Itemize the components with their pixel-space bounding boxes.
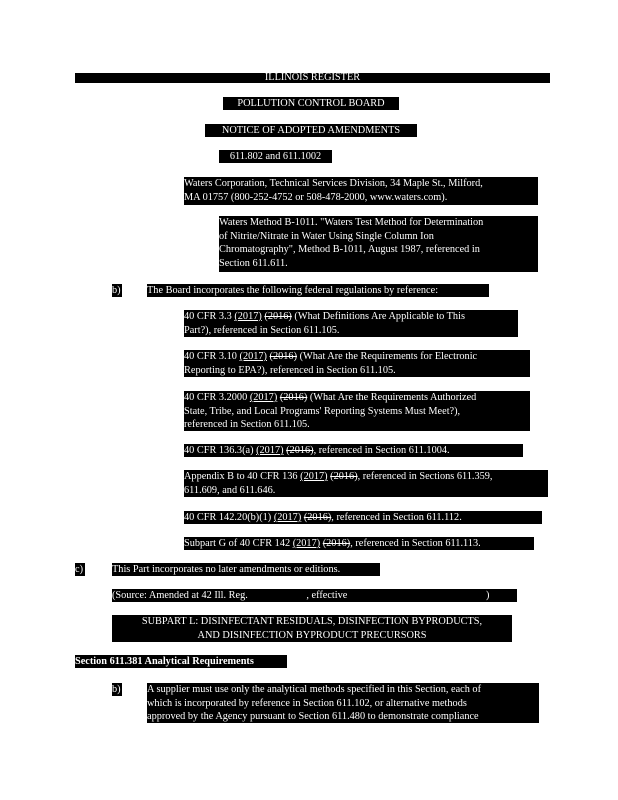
- ref-old-year: (2016): [279, 392, 308, 403]
- ref-new-year: (2017): [234, 311, 262, 322]
- notice-title-text: NOTICE OF ADOPTED AMENDMENTS: [221, 125, 401, 136]
- ref-pre: Appendix B to 40 CFR 136: [184, 471, 301, 482]
- para-b2-line3: approved by the Agency pursuant to Section 611.480 to demonstrate compliance: [147, 711, 479, 723]
- waters-method-line4: Section 611.611.: [219, 257, 288, 269]
- ref-old-year: (2016): [264, 311, 292, 322]
- ref-pre: Subpart G of 40 CFR 142: [184, 538, 293, 549]
- ref-line3: referenced in Section 611.105.: [184, 419, 310, 431]
- para-b-text-content: The Board incorporates the following federal regulations by reference:: [147, 285, 439, 296]
- waters-corp-block: [184, 177, 538, 205]
- ref-40cfr-142-20: [184, 511, 542, 524]
- subpart-line2: AND DISINFECTION BYPRODUCT PRECURSORS: [197, 629, 427, 641]
- para-c-text: [112, 563, 380, 576]
- waters-method-block: [219, 216, 538, 272]
- board-title-text: POLLUTION CONTROL BOARD: [237, 98, 385, 109]
- ref-new-year: (2017): [256, 445, 284, 456]
- ref-40cfr-3-10: [184, 350, 530, 377]
- sections-title-text: 611.802 and 611.1002: [229, 151, 322, 162]
- para-b2-line2: which is incorporated by reference in Section 611.102, or alternative methods: [147, 697, 467, 709]
- ref-post: (What Are the Requirements Authorized: [307, 392, 477, 403]
- subpart-line1: SUBPART L: DISINFECTANT RESIDUALS, DISINFECTION BYPRODUCTS,: [141, 616, 483, 627]
- ref-post: (What Are the Requirements for Electronic: [297, 351, 478, 362]
- waters-method-line1: Waters Method B-1011. "Waters Test Method for Determination: [219, 217, 484, 228]
- ref-line1: [184, 310, 518, 324]
- ref-post: , referenced in Section 611.112.: [331, 512, 462, 523]
- para-b-text: [147, 284, 489, 297]
- source-prefix: (Source: Amended at 42 Ill. Reg.: [112, 590, 251, 601]
- ref-new-year: (2017): [249, 392, 278, 403]
- notice-title: [205, 124, 417, 137]
- para-b2-label-text: b): [112, 684, 121, 695]
- ref-pre: 40 CFR 3.10: [184, 351, 240, 362]
- ref-subpart-g-142: [184, 537, 534, 550]
- waters-method-line2: of Nitrite/Nitrate in Water Using Single Column Ion: [219, 230, 434, 242]
- ref-40cfr-136-3a: [184, 444, 523, 457]
- ref-post: (What Definitions Are Applicable to This: [291, 311, 465, 322]
- para-b2-text: [147, 683, 539, 723]
- ref-old-year: (2016): [286, 445, 314, 456]
- source-line: [112, 589, 517, 602]
- para-b2-line1: A supplier must use only the analytical methods specified in this Section, each of: [147, 684, 482, 695]
- ref-40cfr-3-3: [184, 310, 518, 337]
- ref-post: , referenced in Sections 611.359,: [357, 471, 493, 482]
- para-b2-label: [112, 683, 122, 696]
- ref-pre: 40 CFR 136.3(a): [184, 445, 257, 456]
- para-b-label-text: b): [112, 285, 121, 296]
- ref-40cfr-3-2000: [184, 391, 530, 431]
- ref-post: , referenced in Section 611.113.: [350, 538, 481, 549]
- ref-old-year: (2016): [322, 538, 351, 549]
- ref-pre: 40 CFR 3.2000: [184, 392, 250, 403]
- ref-pre: 40 CFR 3.3: [184, 311, 235, 322]
- ref-line1: [184, 350, 530, 364]
- register-title: ILLINOIS REGISTER: [264, 72, 361, 83]
- para-b-label: [112, 284, 122, 297]
- ref-new-year: (2017): [300, 471, 328, 482]
- ref-line2: Part?), referenced in Section 611.105.: [184, 324, 340, 336]
- section-heading: [75, 655, 287, 668]
- ref-old-year: (2016): [269, 351, 297, 362]
- ref-line1: [184, 391, 530, 405]
- para-c-label: [75, 563, 85, 576]
- source-middle: , effective: [306, 590, 350, 601]
- source-suffix: ): [485, 590, 490, 601]
- waters-corp-line2: MA 01757 (800-252-4752 or 508-478-2000, www.waters.com).: [184, 191, 448, 203]
- ref-old-year: (2016): [303, 512, 332, 523]
- ref-new-year: (2017): [273, 512, 302, 523]
- ref-new-year: (2017): [239, 351, 267, 362]
- sections-title: [219, 150, 332, 163]
- subpart-heading: [112, 615, 512, 642]
- para-c-text-content: This Part incorporates no later amendments or editions.: [112, 564, 341, 575]
- para-c-label-text: c): [75, 564, 83, 575]
- section-heading-text: Section 611.381 Analytical Requirements: [75, 656, 254, 667]
- waters-method-line3: Chromatography", Method B-1011, August 1987, referenced in: [219, 244, 480, 256]
- ref-line1: [184, 470, 548, 484]
- waters-corp-line1: Waters Corporation, Technical Services Division, 34 Maple St., Milford,: [184, 178, 483, 189]
- ref-old-year: (2016): [330, 471, 358, 482]
- ref-post: , referenced in Section 611.1004.: [313, 445, 450, 456]
- ref-line2: State, Tribe, and Local Programs' Reporting Systems Must Meet?),: [184, 405, 461, 417]
- ref-line2: Reporting to EPA?), referenced in Section 611.105.: [184, 364, 396, 376]
- ref-line2: 611.609, and 611.646.: [184, 484, 276, 496]
- board-title: [223, 97, 399, 110]
- ref-pre: 40 CFR 142.20(b)(1): [184, 512, 274, 523]
- ref-appendix-b-136: [184, 470, 548, 497]
- ref-new-year: (2017): [292, 538, 321, 549]
